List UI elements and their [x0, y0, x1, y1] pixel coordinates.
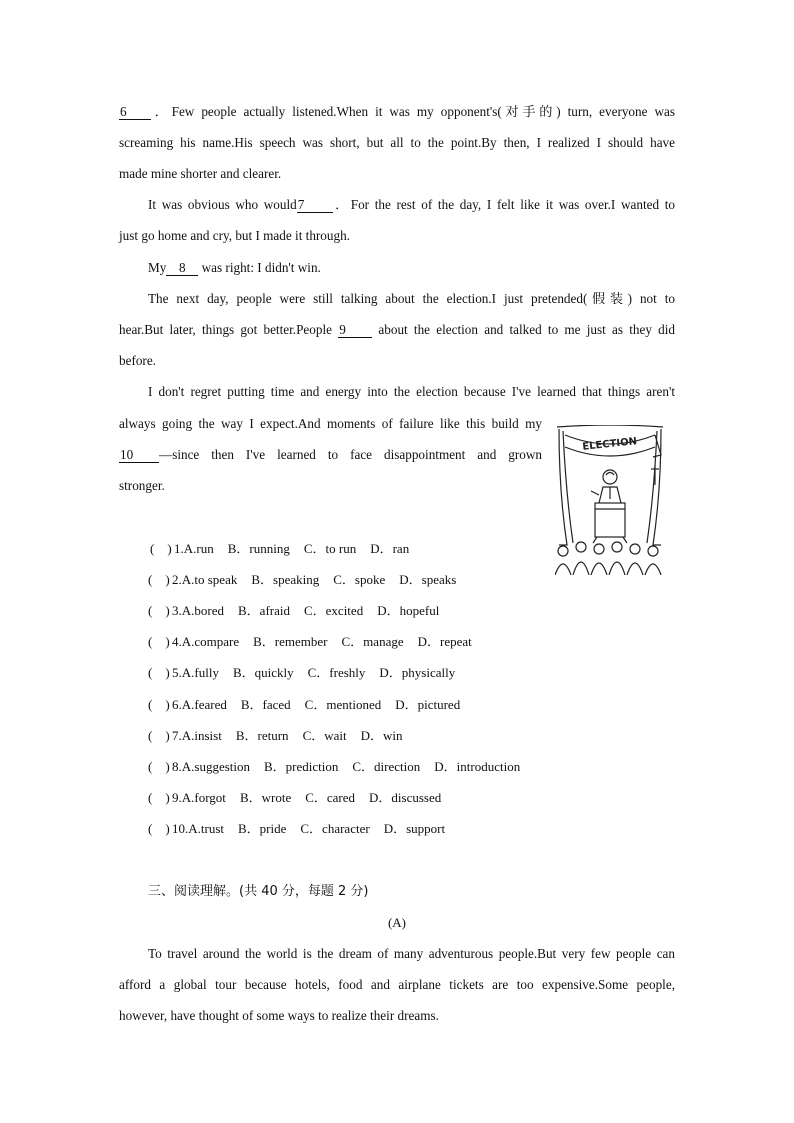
passage-line: before.	[119, 353, 156, 368]
passage-line: The next day, people were still talking about the election.I just pretended(假装) not to	[148, 291, 675, 306]
passage-line: afford a global tour because hotels, food and airplane tickets are too expensive.Some people,	[119, 977, 675, 992]
passage-line: To travel around the world is the dream of many adventurous people.But very few people can	[148, 946, 675, 961]
passage-line: 10 —since then I've learned to face disappointment and grown	[120, 447, 542, 462]
passage-line: stronger.	[119, 478, 165, 493]
question-item: ( ) 7.A.insist B．return C．wait D．win	[148, 728, 403, 743]
passage-line: made mine shorter and clearer.	[119, 166, 282, 181]
answer-blank: 10	[119, 448, 159, 463]
question-item: ( ) 6.A.feared B．faced C．mentioned D．pictured	[148, 697, 461, 712]
question-item: ( ) 1.A.run B．running C．to run D．ran	[150, 541, 410, 556]
passage-line: always going the way I expect.And moments of failure like this build my	[119, 416, 542, 431]
answer-blank: 6	[119, 105, 151, 120]
answer-blank: 8	[166, 261, 198, 276]
answer-blank: 7	[297, 198, 333, 213]
passage-line: just go home and cry, but I made it through.	[119, 228, 350, 243]
banner-text: ELECTION	[581, 436, 638, 453]
passage-line: screaming his name.His speech was short, but all to the point.By then, I realized I should have	[119, 135, 675, 150]
passage-line: My 8 was right: I didn't win.	[148, 260, 321, 275]
passage-line: I don't regret putting time and energy into the election because I've learned that things aren't	[148, 384, 675, 399]
question-item: ( ) 8.A.suggestion B．prediction C．direction D．introduction	[148, 759, 521, 774]
question-item: ( ) 2.A.to speak B．speaking C．spoke D．speaks	[148, 572, 457, 587]
section-heading: 三、阅读理解。(共 40 分，每题 2 分)	[148, 884, 369, 899]
question-item: ( ) 4.A.compare B．remember C．manage D．repeat	[148, 634, 472, 649]
question-item: ( ) 10.A.trust B．pride C．character D．support	[148, 821, 446, 836]
passage-line: It was obvious who would7 ．For the rest of the day, I felt like it was over.I wanted to	[148, 197, 676, 212]
passage-line: hear.But later, things got better.People 9 about the election and talked to me just as they did	[119, 322, 675, 337]
part-label: (A)	[387, 915, 407, 930]
question-item: ( ) 5.A.fully B．quickly C．freshly D．physically	[148, 665, 456, 680]
answer-blank: 9	[338, 323, 372, 338]
question-item: ( ) 9.A.forgot B．wrote C．cared D．discussed	[148, 790, 442, 805]
passage-line: however, have thought of some ways to realize their dreams.	[119, 1008, 439, 1023]
question-item: ( ) 3.A.bored B．afraid C．excited D．hopeful	[148, 603, 440, 618]
election-illustration	[555, 425, 665, 575]
passage-line: 6 ．Few people actually listened.When it was my opponent's(对手的) turn, everyone was	[120, 104, 675, 119]
